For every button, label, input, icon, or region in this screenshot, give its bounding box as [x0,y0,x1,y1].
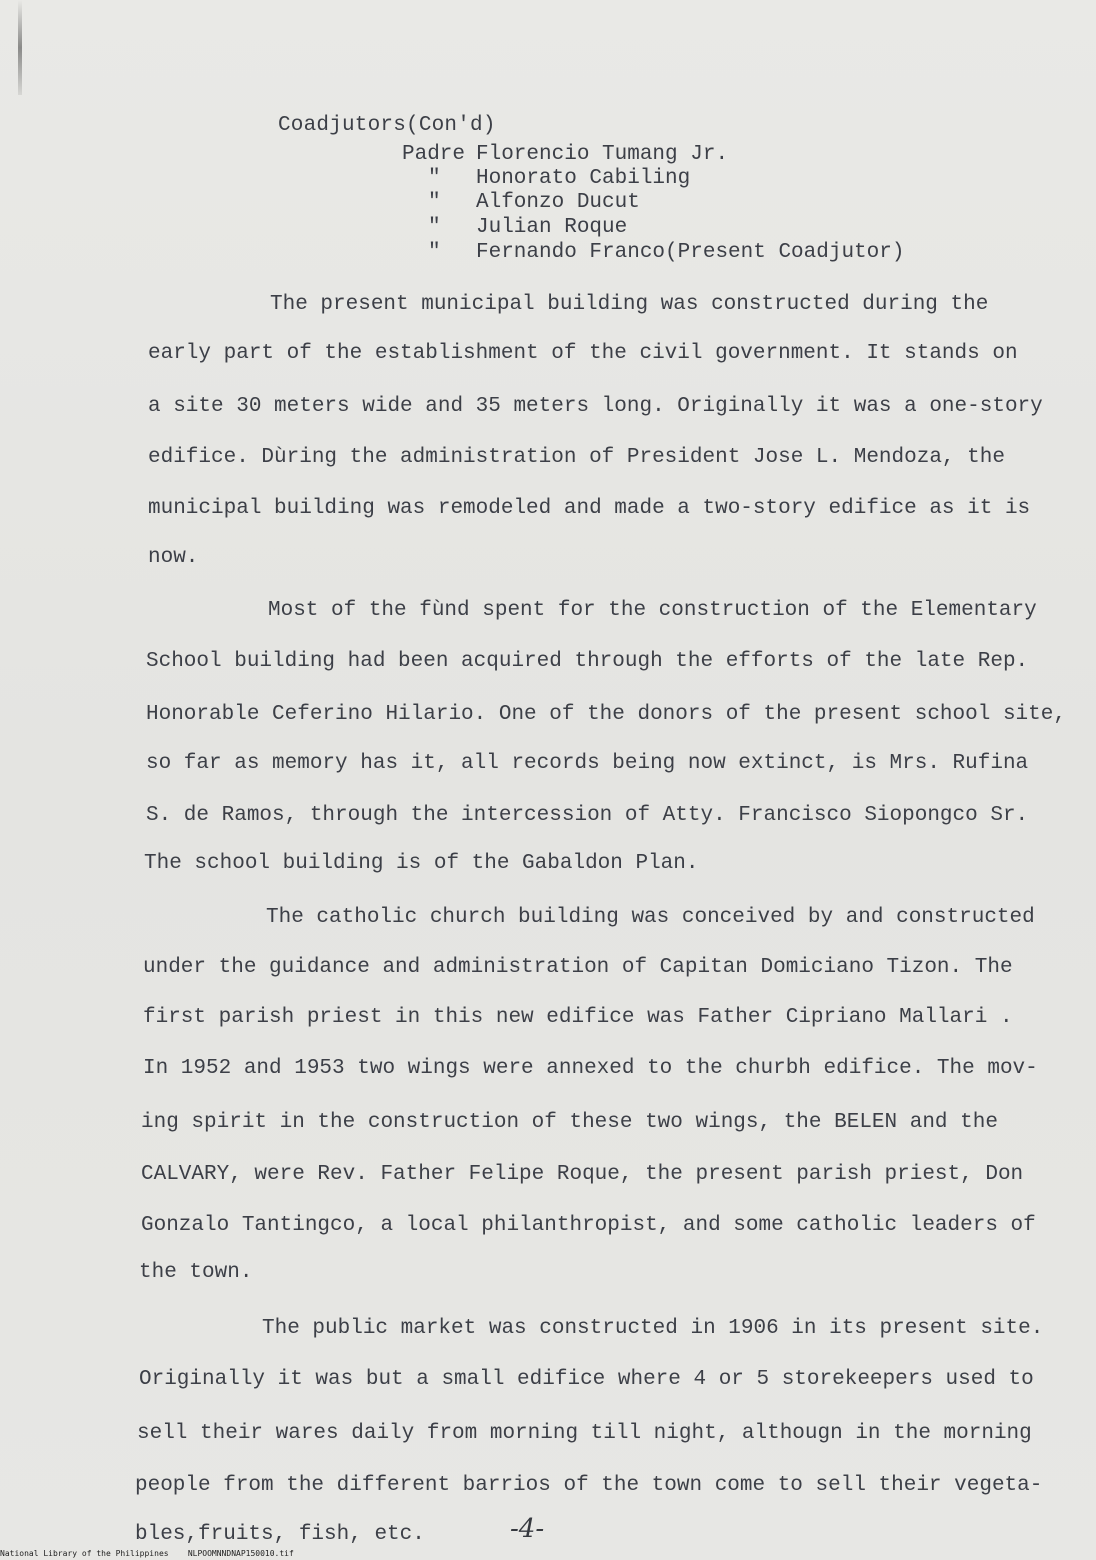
paragraph-line: so far as memory has it, all records being now extinct, is Mrs. Rufina [146,752,1029,775]
ditto-mark: " [428,167,441,190]
paragraph-line: Originally it was but a small edifice where 4 or 5 storekeepers used to [139,1368,1034,1391]
coadjutor-name: Alfonzo Ducut [476,191,640,214]
paragraph-line: The present municipal building was constructed during the [270,293,989,316]
paragraph-line: Gonzalo Tantingco, a local philanthropist, and some catholic leaders of [141,1214,1036,1237]
paragraph-line: municipal building was remodeled and made a two-story edifice as it is [148,497,1031,520]
paragraph-line: edifice. Dùring the administration of President Jose L. Mendoza, the [148,446,1005,469]
ditto-mark: " [428,241,441,264]
paragraph-line: bles,fruits, fish, etc. [135,1523,425,1546]
ditto-mark: " [428,216,441,239]
paragraph-line: The school building is of the Gabaldon Plan. [144,852,699,875]
paragraph-line: CALVARY, were Rev. Father Felipe Roque, the present parish priest, Don [141,1163,1024,1186]
coadjutor-title-prefix: Padre [402,143,466,166]
paragraph-line: now. [148,546,199,569]
paragraph-line: ing spirit in the construction of these two wings, the BELEN and the [141,1111,998,1134]
scan-edge-mark [18,0,22,95]
coadjutor-name: Fernando Franco(Present Coadjutor) [476,241,905,264]
paragraph-line: The public market was constructed in 1906 in its present site. [262,1317,1044,1340]
page-number: -4- [510,1514,545,1544]
paragraph-line: sell their wares daily from morning till night, althougn in the morning [137,1422,1032,1445]
paragraph-line: Most of the fùnd spent for the construction of the Elementary [268,599,1037,622]
section-heading: Coadjutors(Con'd) [278,114,496,137]
paragraph-line: early part of the establishment of the civil government. It stands on [148,342,1018,365]
paragraph-line: The catholic church building was conceived by and constructed [266,906,1035,929]
archive-footer: National Library of the Philippines NLPOOMNNDNAP150010.tif [0,1549,294,1558]
paragraph-line: a site 30 meters wide and 35 meters long. Originally it was a one-story [148,395,1043,418]
coadjutor-name: Florencio Tumang Jr. [476,143,729,166]
paragraph-line: School building had been acquired through the efforts of the late Rep. [146,650,1029,673]
paragraph-line: first parish priest in this new edifice was Father Cipriano Mallari . [143,1006,1013,1029]
ditto-mark: " [428,191,441,214]
coadjutor-name: Julian Roque [476,216,628,239]
paragraph-line: In 1952 and 1953 two wings were annexed to the churbh edifice. The mov- [143,1057,1038,1080]
coadjutor-name: Honorato Cabiling [476,167,691,190]
paragraph-line: the town. [139,1261,253,1284]
paragraph-line: people from the different barrios of the town come to sell their vegeta- [135,1474,1043,1497]
paragraph-line: under the guidance and administration of Capitan Domiciano Tizon. The [143,956,1013,979]
paragraph-line: S. de Ramos, through the intercession of Atty. Francisco Siopongco Sr. [146,804,1029,827]
paragraph-line: Honorable Ceferino Hilario. One of the donors of the present school site, [146,703,1066,726]
